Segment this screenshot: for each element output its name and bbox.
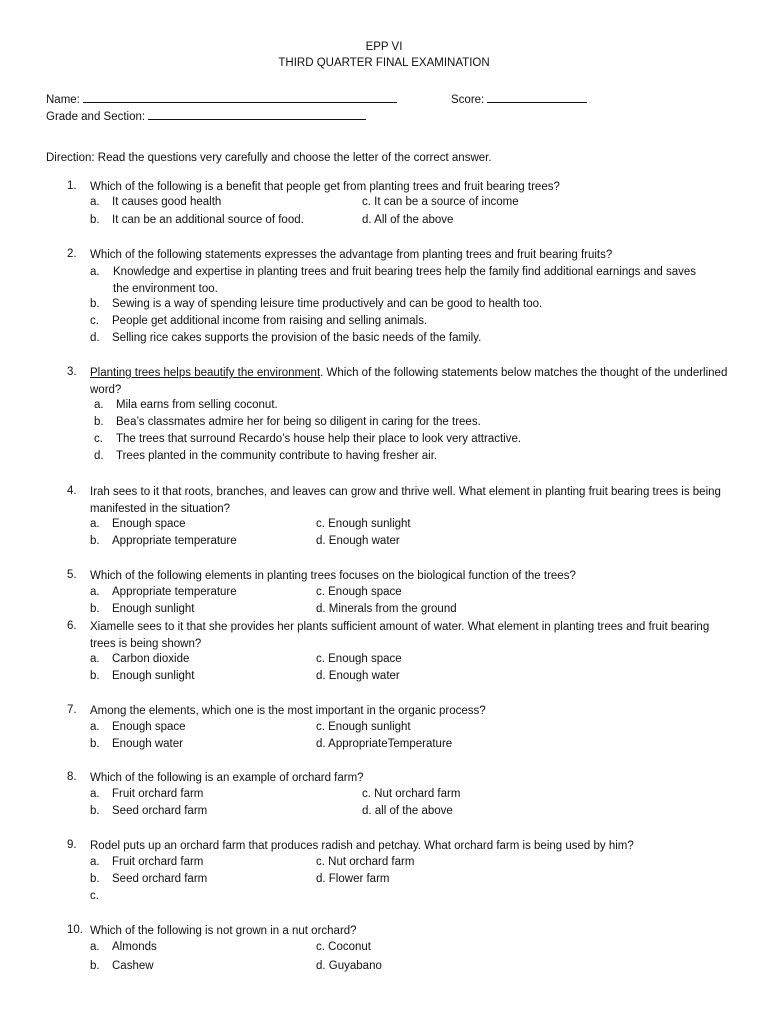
option-a: a. Carbon dioxide xyxy=(90,653,190,665)
score-label: Score: xyxy=(451,94,485,106)
question-text: Which of the following statements expresses the advantage from planting trees and fruit bearing fruits? xyxy=(90,249,613,261)
option-b: b. Enough sunlight xyxy=(90,670,195,682)
option-c: c. The trees that surround Recardo’s house help their place to look very attractive. xyxy=(94,433,522,445)
question-number: 1. xyxy=(67,180,77,192)
option-a: a. Fruit orchard farm xyxy=(90,856,204,868)
option-a: a. Mila earns from selling coconut. xyxy=(94,399,278,411)
name-field xyxy=(46,91,397,106)
question-number: 7. xyxy=(67,704,77,716)
option-b: b. Cashew xyxy=(90,960,154,972)
subject-title: EPP VI xyxy=(365,41,403,53)
question-text: Which of the following is an example of orchard farm? xyxy=(90,772,364,784)
direction-text: Direction: Read the questions very carefully and choose the letter of the correct answer. xyxy=(46,152,492,164)
question-number: 3. xyxy=(67,366,77,378)
option-a: a. Almonds xyxy=(90,941,157,953)
question-number: 5. xyxy=(67,569,77,581)
option-c: c. Enough space xyxy=(316,586,402,598)
score-field xyxy=(451,91,587,106)
question-text: Irah sees to it that roots, branches, and leaves can grow and thrive well. What element in planting fruit bearing trees is being manifested in the situation? xyxy=(90,486,721,515)
option-c: c. Enough sunlight xyxy=(316,518,411,530)
option-b: b. Bea’s classmates admire her for being so diligent in caring for the trees. xyxy=(94,416,481,428)
option-b: b. Seed orchard farm xyxy=(90,805,208,817)
question-number: 2. xyxy=(67,248,77,260)
question-number: 6. xyxy=(67,620,77,632)
option-d: d. Flower farm xyxy=(316,873,390,885)
option-a: a. Fruit orchard farm xyxy=(90,788,204,800)
option-extra: c. xyxy=(90,890,99,902)
option-c: c. Nut orchard farm xyxy=(362,788,461,800)
option-c: c. Coconut xyxy=(316,941,371,953)
option-c: c. Enough sunlight xyxy=(316,721,411,733)
option-d: d. Enough water xyxy=(316,535,400,547)
option-b: b. It can be an additional source of food. xyxy=(90,214,304,226)
option-b: b. Sewing is a way of spending leisure time productively and can be good to health too. xyxy=(90,298,543,310)
option-a: a. Enough space xyxy=(90,518,186,530)
option-b: b. Enough water xyxy=(90,738,183,750)
option-d: d. Enough water xyxy=(316,670,400,682)
question-number: 10. xyxy=(67,924,83,936)
option-b: b. Enough sunlight xyxy=(90,603,195,615)
option-d: d. All of the above xyxy=(362,214,454,226)
exam-title: THIRD QUARTER FINAL EXAMINATION xyxy=(278,57,490,69)
question-text: Among the elements, which one is the most important in the organic process? xyxy=(90,705,486,717)
option-c: c. People get additional income from raising and selling animals. xyxy=(90,315,428,327)
option-d: d. all of the above xyxy=(362,805,453,817)
option-c: c. It can be a source of income xyxy=(362,196,519,208)
question-number: 8. xyxy=(67,771,77,783)
question-text: Xiamelle sees to it that she provides her plants sufficient amount of water. What element in planting trees and fruit bearing trees is being shown? xyxy=(90,621,710,650)
option-d: d. Selling rice cakes supports the provision of the basic needs of the family. xyxy=(90,332,482,344)
option-d: d. Guyabano xyxy=(316,960,382,972)
option-d: d. AppropriateTemperature xyxy=(316,738,453,750)
option-b: b. Appropriate temperature xyxy=(90,535,237,547)
option-d: d. Minerals from the ground xyxy=(316,603,457,615)
question-text: Planting trees helps beautify the environment. Which of the following statements below matches the thought of the underlined word? xyxy=(90,367,728,396)
option-b: b. Seed orchard farm xyxy=(90,873,208,885)
option-a: a. It causes good health xyxy=(90,196,222,208)
question-text: Which of the following is not grown in a nut orchard? xyxy=(90,925,357,937)
grade-label: Grade and Section: xyxy=(46,111,146,123)
option-c: c. Enough space xyxy=(316,653,402,665)
name-blank xyxy=(83,91,397,103)
option-d: d. Trees planted in the community contribute to having fresher air. xyxy=(94,450,438,462)
score-blank xyxy=(487,91,587,103)
name-label: Name: xyxy=(46,94,80,106)
question-text: Rodel puts up an orchard farm that produces radish and petchay. What orchard farm is being used by him? xyxy=(90,840,634,852)
question-text: Which of the following is a benefit that people get from planting trees and fruit bearing trees? xyxy=(90,181,560,193)
option-a: a. Appropriate temperature xyxy=(90,586,237,598)
option-a: a. Enough space xyxy=(90,721,186,733)
option-a: a. Knowledge and expertise in planting trees and fruit bearing trees help the family find additional earnings and saves the environment too. xyxy=(90,266,697,295)
underlined-phrase: Planting trees helps beautify the environment xyxy=(90,367,321,379)
question-number: 9. xyxy=(67,839,77,851)
grade-blank xyxy=(148,108,366,120)
question-text: Which of the following elements in planting trees focuses on the biological function of the trees? xyxy=(90,570,576,582)
grade-field xyxy=(46,108,366,123)
option-c: c. Nut orchard farm xyxy=(316,856,415,868)
question-number: 4. xyxy=(67,485,77,497)
